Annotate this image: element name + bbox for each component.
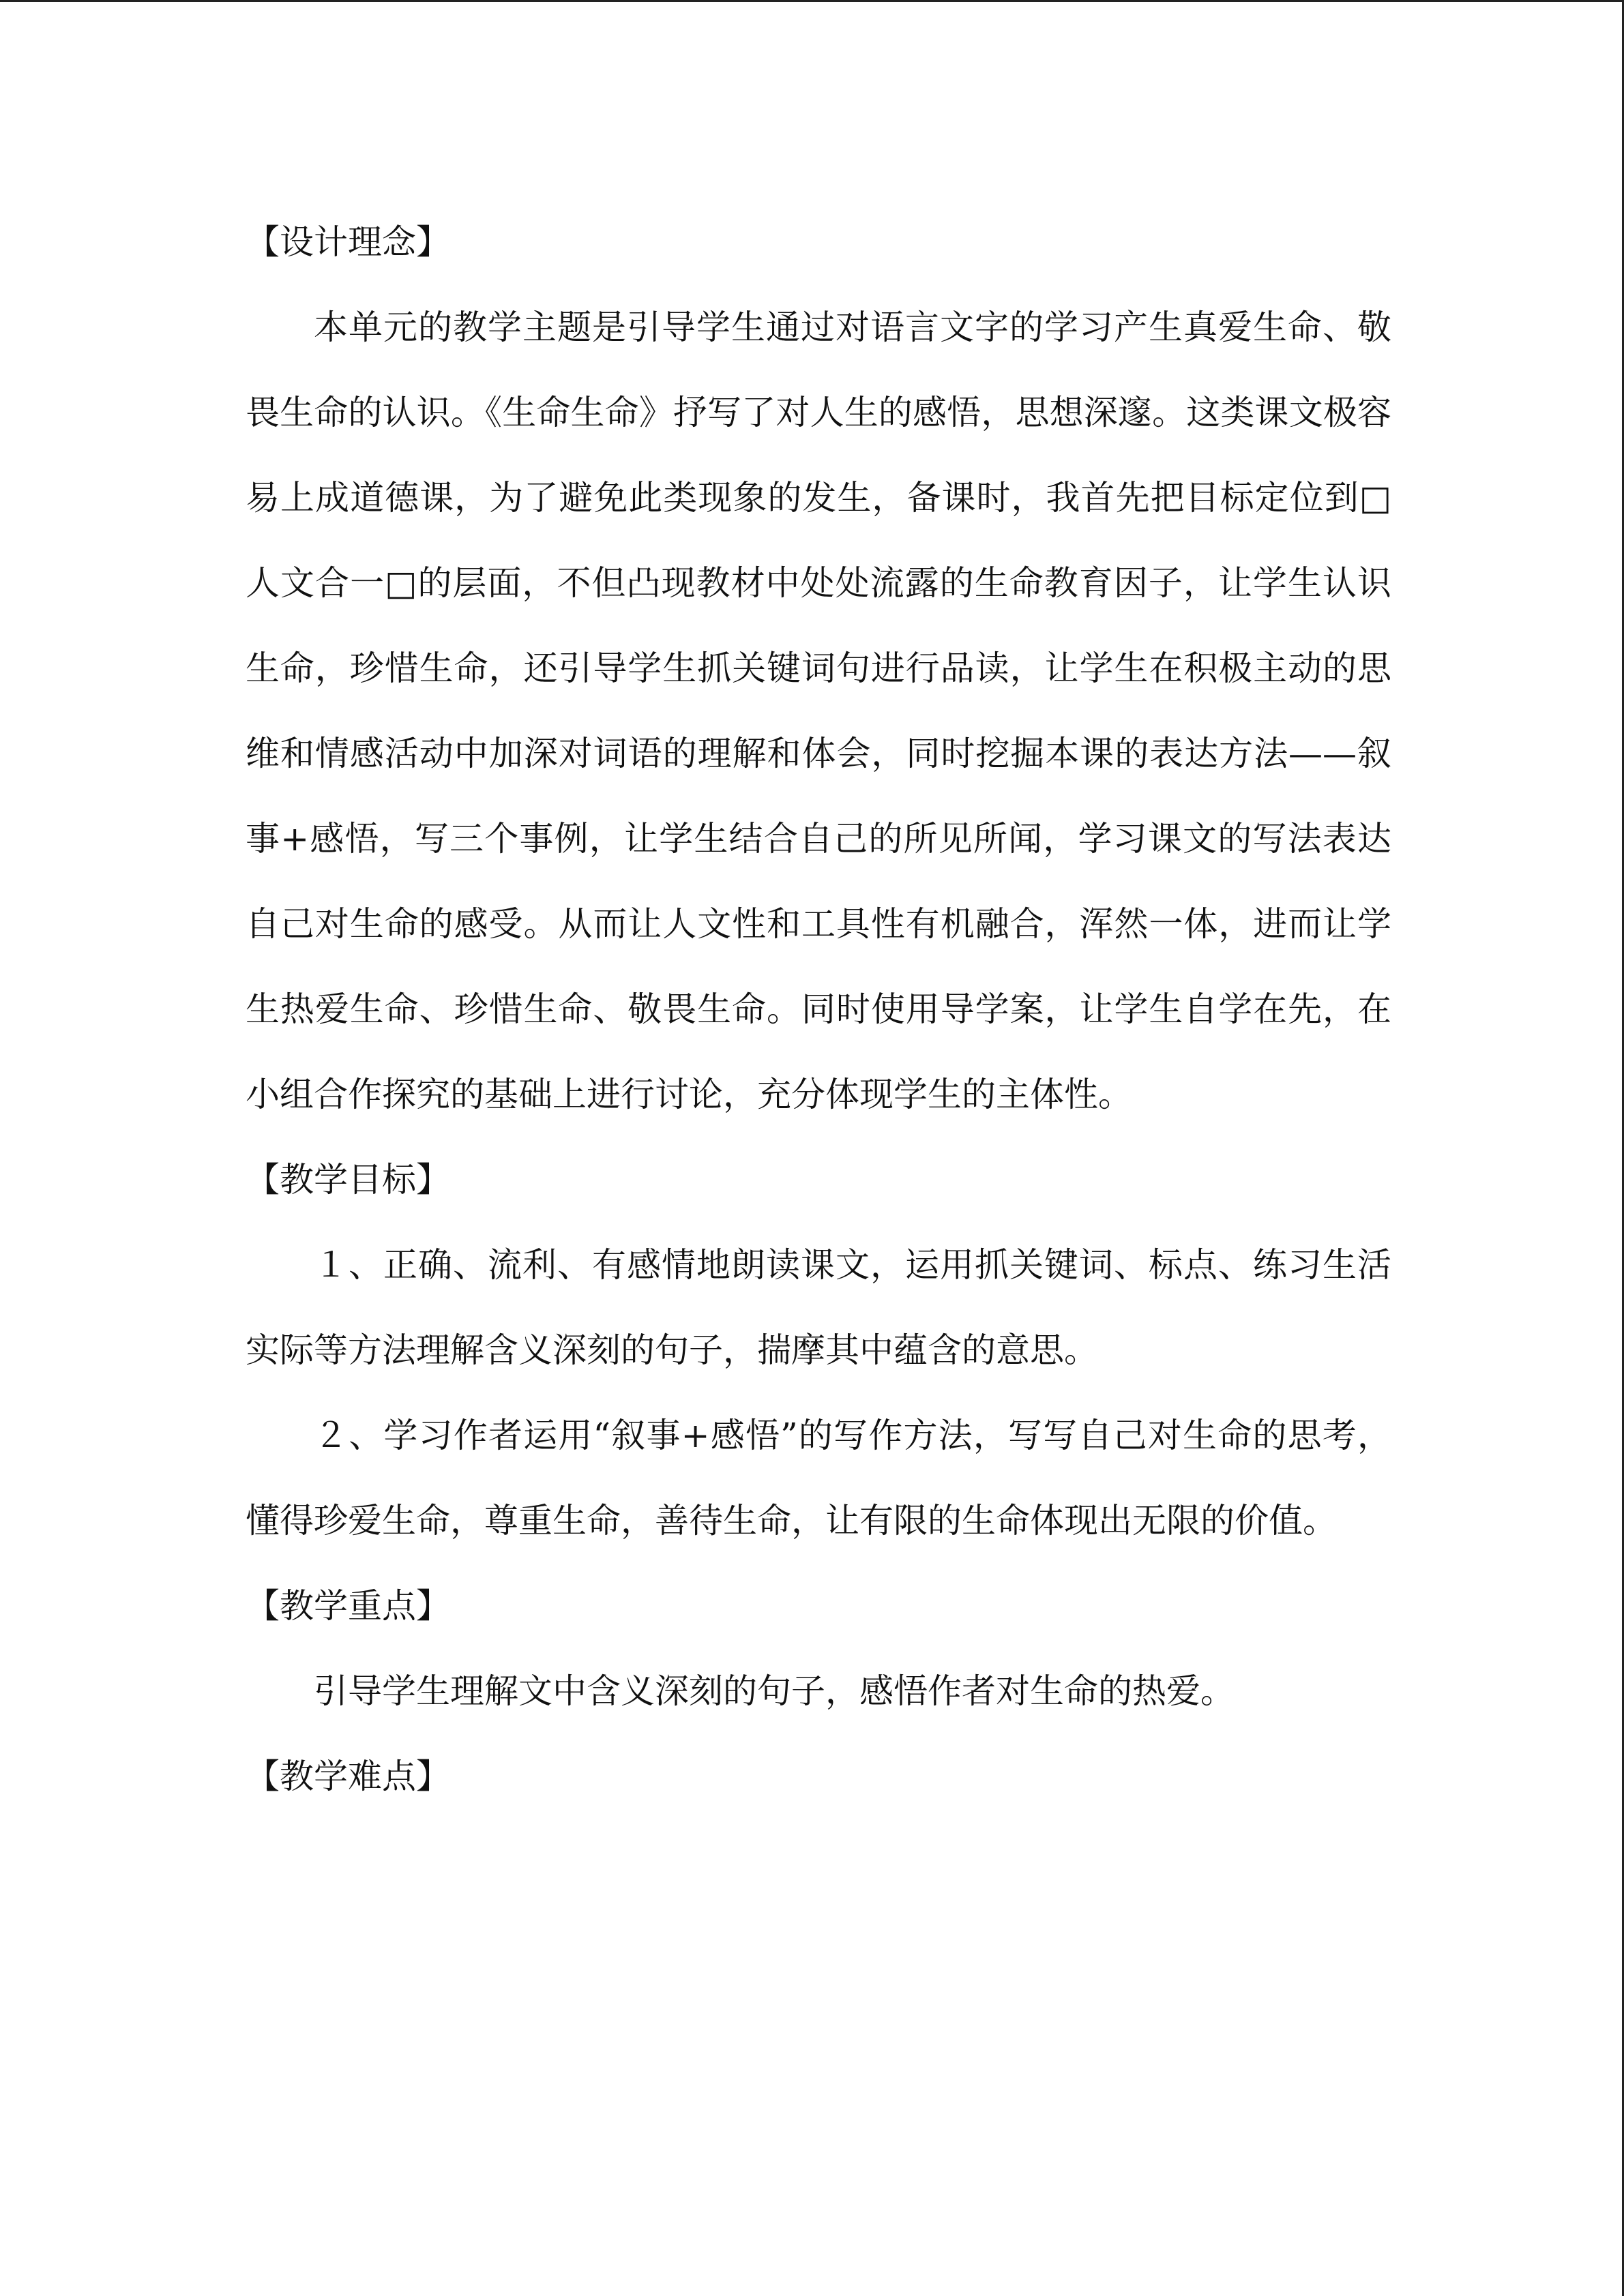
paragraph: １、正确、流利、有感情地朗读课文，运用抓关键词、标点、练习生活实际等方法理解含义深刻的句子，揣摩其中蕴含的意思。	[246, 1245, 1391, 1370]
paragraph: 本单元的教学主题是引导学生通过对语言文字的学习产生真爱生命、敬畏生命的认识。《生命生命》抒写了对人生的感悟，思想深邃。这类课文极容易上成道德课，为了避免此类现象的发生，备课时，我首先把目标定位到□人文合一□的层面，不但凸现教材中处处流露的生命教育因子，让学生认识生命，珍惜生命，还引导学生抓关键词句进行品读，让学生在积极主动的思维和情感活动中加深对词语的理解和体会，同时挖掘本课的表达方法——叙事+感悟，写三个事例，让学生结合自己的所见所闻，学习课文的写法表达自己对生命的感受。从而让人文性和工具性有机融合，浑然一体，进而让学生热爱生命、珍惜生命、敬畏生命。同时使用导学案，让学生自学在先，在小组合作探究的基础上进行讨论，充分体现学生的主体性。	[246, 308, 1391, 1114]
paragraph: ２、学习作者运用“叙事+感悟”的写作方法，写写自己对生命的思考，懂得珍爱生命，尊重生命，善待生命，让有限的生命体现出无限的价值。	[246, 1416, 1391, 1540]
section-heading: 【设计理念】	[246, 222, 450, 262]
section-teaching-focus	[246, 1564, 1391, 1734]
section-heading: 【教学重点】	[246, 1586, 450, 1626]
section-heading: 【教学目标】	[246, 1160, 450, 1199]
section-teaching-objectives	[246, 1137, 1391, 1564]
section-design-concept	[246, 200, 1391, 1137]
document-body	[246, 200, 1391, 1819]
section-heading: 【教学难点】	[246, 1757, 450, 1796]
section-teaching-difficulty	[246, 1734, 1391, 1819]
paragraph: 引导学生理解文中含义深刻的句子，感悟作者对生命的热爱。	[314, 1671, 1235, 1711]
